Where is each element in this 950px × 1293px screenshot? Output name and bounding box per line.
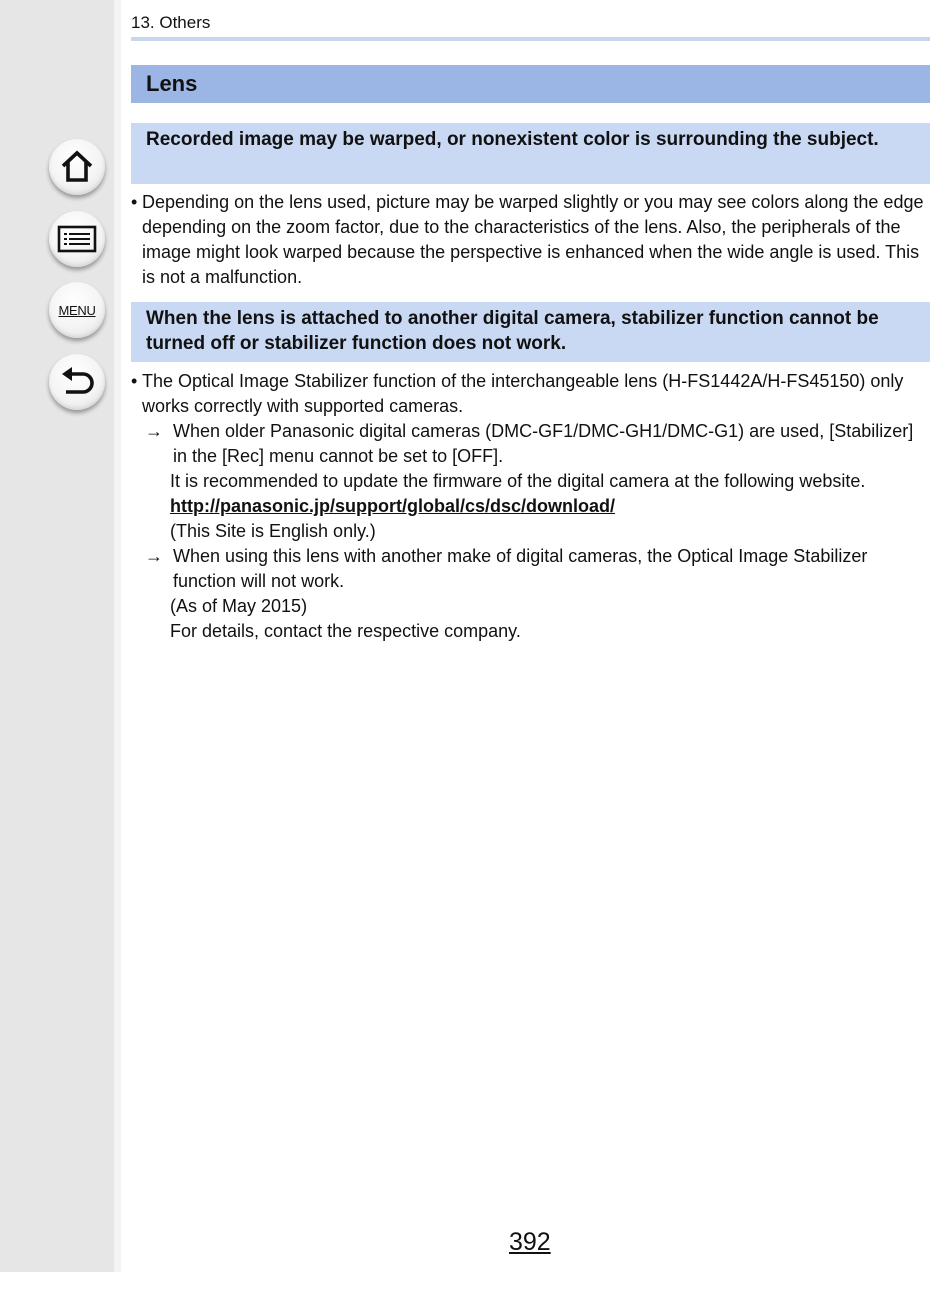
arrow-right-icon: →: [145, 421, 163, 441]
firmware-download-link[interactable]: http://panasonic.jp/support/global/cs/dsc/download/: [170, 496, 616, 516]
link-note: (This Site is English only.): [170, 521, 376, 541]
note-text: When using this lens with another make of digital cameras, the Optical Image Stabilizer function will not work.: [173, 546, 868, 591]
bullet-icon: •: [131, 371, 138, 391]
arrow-right-icon: →: [145, 546, 163, 566]
link-row: [131, 494, 930, 519]
stabilizer-paragraph: [131, 369, 930, 644]
section-title: Lens: [131, 65, 930, 103]
contact-note: For details, contact the respective company.: [170, 621, 521, 641]
home-icon: [57, 147, 97, 187]
bullet-item: [131, 369, 930, 419]
bullet-text: The Optical Image Stabilizer function of the interchangeable lens (H-FS1442A/H-FS45150) only works correctly with supported cameras.: [142, 371, 904, 416]
sub-heading-warped-image: Recorded image may be warped, or nonexistent color is surrounding the subject.: [131, 123, 930, 184]
back-button[interactable]: [49, 354, 105, 410]
bullet-icon: •: [131, 192, 138, 212]
contents-list-icon: [57, 224, 97, 254]
sub-heading-stabilizer: When the lens is attached to another digital camera, stabilizer function cannot be turned off or stabilizer function does not work.: [131, 302, 930, 362]
note-text: When older Panasonic digital cameras (DMC-GF1/DMC-GH1/DMC-G1) are used, [Stabilizer] in the [Rec] menu cannot be set to [OFF].: [173, 421, 914, 466]
breadcrumb: 13. Others: [131, 13, 211, 32]
sidebar-divider: [114, 0, 121, 1272]
note-item-older-cameras: [131, 419, 930, 469]
menu-label: MENU: [58, 302, 96, 318]
bullet-text: Depending on the lens used, picture may be warped slightly or you may see colors along the edge depending on the zoom factor, due to the characteristics of the lens. Also, the peripherals of the image might look warped because the perspective is enhanced when the wide angle is used. This is not a malfunction.: [142, 192, 924, 287]
sidebar: [0, 0, 114, 1272]
note-item-other-make: [131, 544, 930, 594]
breadcrumb-divider: [131, 37, 930, 41]
firmware-recommendation: It is recommended to update the firmware of the digital camera at the following website.: [170, 471, 866, 491]
contents-button[interactable]: [49, 211, 105, 267]
bullet-item: [131, 190, 930, 290]
return-arrow-icon: [57, 365, 97, 399]
warped-image-paragraph: [131, 190, 930, 290]
page-number: 392: [509, 1228, 551, 1256]
home-button[interactable]: [49, 139, 105, 195]
menu-button[interactable]: [49, 282, 105, 338]
as-of-date: (As of May 2015): [170, 596, 308, 616]
